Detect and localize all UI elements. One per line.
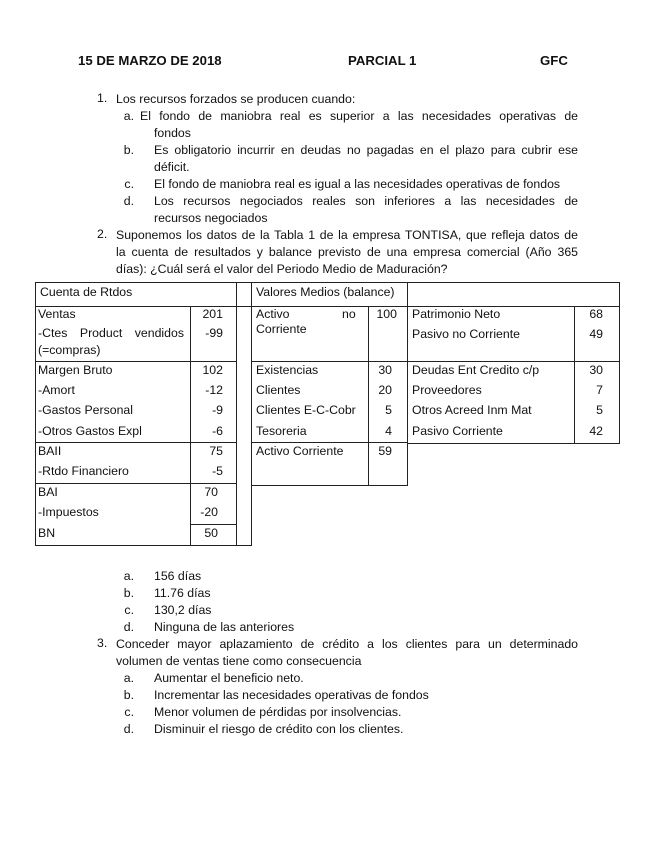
income-label: Ventas [38, 307, 76, 321]
liability-label: Deudas Ent Credito c/p [412, 363, 540, 377]
liability-label: Pasivo Corriente [412, 424, 503, 438]
option-text: Ninguna de las anteriores [154, 620, 295, 634]
income-label: BAII [38, 444, 62, 458]
question-text-line1: Conceder mayor aplazamiento de crédito a los clientes para un determinado [116, 637, 578, 651]
option-text-line2: déficit. [154, 160, 190, 174]
income-label: -Amort [38, 383, 75, 397]
option-text-line1: Los recursos negociados reales son inferiores a las necesidades de [154, 194, 578, 208]
asset-label: Clientes [256, 383, 301, 397]
option-letter: a. [123, 109, 134, 123]
option-letter: c. [124, 177, 134, 191]
option-letter: a. [123, 569, 134, 583]
option-text-line1: El fondo de maniobra real es igual a las necesidades operativas de fondos [154, 177, 561, 191]
income-value: -9 [212, 403, 223, 417]
liability-value: 7 [596, 383, 603, 397]
income-label: -Ctes Product vendidos [38, 326, 184, 340]
option-text: 156 días [154, 569, 202, 583]
option-text: 11.76 días [154, 586, 211, 600]
option-letter: d. [123, 620, 134, 634]
income-value: -5 [212, 464, 223, 478]
asset-label-b: no [342, 307, 356, 321]
option-letter: a. [123, 671, 134, 685]
question-number: 2. [97, 227, 108, 241]
option-text: Incrementar las necesidades operativas de fondos [154, 688, 429, 702]
income-label: -Rtdo Financiero [38, 464, 129, 478]
asset-label: Clientes E-C-Cobr [256, 403, 356, 417]
income-label: -Impuestos [38, 505, 99, 519]
income-label: BAI [38, 485, 58, 499]
income-value: 50 [204, 526, 218, 540]
liability-value: 5 [596, 403, 603, 417]
asset-value: 20 [378, 383, 392, 397]
asset-value: 100 [376, 307, 397, 321]
income-label: Margen Bruto [38, 363, 113, 377]
exam-title: PARCIAL 1 [348, 53, 417, 68]
option-text-line2: recursos negociados [154, 211, 268, 225]
option-letter: c. [124, 705, 134, 719]
option-text-line1: El fondo de maniobra real es superior a las necesidades operativas de [140, 109, 578, 123]
asset-label: Tesoreria [256, 424, 307, 438]
income-statement-header: Cuenta de Rtdos [40, 285, 133, 299]
option-letter: b. [123, 688, 134, 702]
income-value: -12 [205, 383, 223, 397]
income-label: BN [38, 526, 56, 540]
liability-value: 30 [589, 363, 603, 377]
option-text-line2: fondos [154, 126, 191, 140]
question-text-line3: días): ¿Cuál será el valor del Periodo Medio de Maduración? [116, 262, 448, 276]
option-letter: c. [124, 603, 134, 617]
question-text-line2: volumen de ventas tiene como consecuencia [116, 654, 362, 668]
asset-value: 5 [385, 403, 392, 417]
liability-value: 68 [589, 307, 603, 321]
income-value: -99 [205, 326, 223, 340]
income-value: 102 [202, 363, 223, 377]
income-value: -20 [200, 505, 218, 519]
balance-header: Valores Medios (balance) [256, 285, 395, 299]
asset-value: 30 [378, 363, 392, 377]
income-label: -Gastos Personal [38, 403, 134, 417]
option-text: Aumentar el beneficio neto. [154, 671, 304, 685]
question-text-line2: la cuenta de resultados y balance previsto de una empresa comercial (Año 365 [116, 245, 578, 259]
option-text: Disminuir el riesgo de crédito con los clientes. [154, 722, 404, 736]
liability-value: 49 [589, 327, 603, 341]
income-label-cont: (=compras) [38, 343, 101, 357]
option-text-line1: Es obligatorio incurrir en deudas no pagadas en el plazo para cubrir ese [154, 143, 578, 157]
option-letter: b. [123, 586, 134, 600]
option-text: 130,2 días [154, 603, 212, 617]
asset-label: Activo Corriente [256, 444, 344, 458]
asset-label-cont: Corriente [256, 322, 307, 336]
asset-value: 4 [385, 424, 392, 438]
question-text: Los recursos forzados se producen cuando: [116, 92, 356, 106]
liability-value: 42 [589, 424, 603, 438]
question-number: 3. [97, 636, 108, 650]
option-letter: d. [123, 194, 134, 208]
income-value: 201 [202, 307, 223, 321]
income-label: -Otros Gastos Expl [38, 424, 142, 438]
option-letter: b. [123, 143, 134, 157]
subject-code: GFC [540, 53, 568, 68]
question-text-line1: Suponemos los datos de la Tabla 1 de la empresa TONTISA, que refleja datos de [116, 228, 578, 242]
asset-label: Existencias [256, 363, 319, 377]
asset-value: 59 [378, 444, 392, 458]
income-value: -6 [212, 424, 223, 438]
option-letter: d. [123, 722, 134, 736]
exam-date: 15 DE MARZO DE 2018 [78, 53, 222, 68]
liability-label: Otros Acreed Inm Mat [412, 403, 532, 417]
question-number: 1. [97, 91, 108, 105]
liability-label: Patrimonio Neto [412, 307, 501, 321]
option-text: Menor volumen de pérdidas por insolvencias. [154, 705, 402, 719]
income-value: 70 [204, 485, 218, 499]
income-value: 75 [209, 444, 223, 458]
liability-label: Pasivo no Corriente [412, 327, 520, 341]
asset-label: Activo [256, 307, 290, 321]
liability-label: Proveedores [412, 383, 482, 397]
